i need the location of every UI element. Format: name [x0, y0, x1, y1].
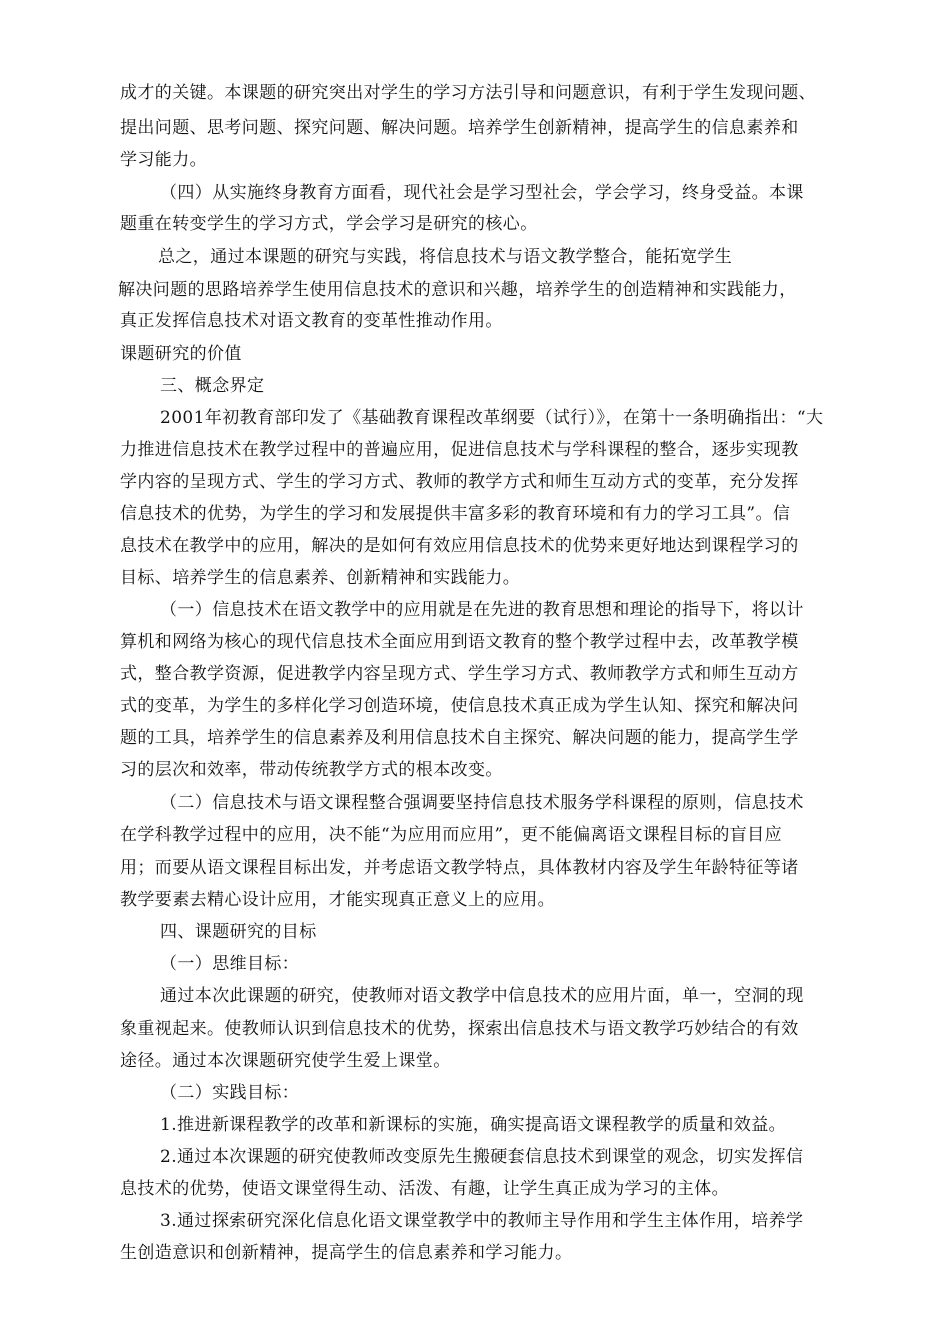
- list-item-continuation: 生创造意识和创新精神，提高学生的信息素养和学习能力。: [120, 1243, 573, 1263]
- paragraph-line: 学内容的呈现方式、学生的学习方式、教师的教学方式和师生互动方式的变革，充分发挥: [120, 472, 799, 492]
- paragraph-line: 通过本次此课题的研究，使教师对语文教学中信息技术的应用片面，单一，空洞的现: [160, 986, 804, 1006]
- section-heading: 三、概念界定: [160, 376, 265, 396]
- paragraph-line: 算机和网络为核心的现代信息技术全面应用到语文教育的整个教学过程中去，改革教学模: [120, 632, 799, 652]
- paragraph-line: 用；而要从语文课程目标出发，并考虑语文教学特点，具体教材内容及学生年龄特征等诸: [120, 858, 799, 878]
- list-item-continuation: 息技术的优势，使语文课堂得生动、活泼、有趣，让学生真正成为学习的主体。: [120, 1179, 729, 1199]
- paragraph-line: 2001年初教育部印发了《基础教育课程改革纲要（试行）》，在第十一条明确指出：“大: [160, 408, 824, 428]
- paragraph-line: （二）信息技术与语文课程整合强调要坚持信息技术服务学科课程的原则，信息技术: [160, 793, 804, 813]
- list-item: 1.推进新课程教学的改革和新课标的实施，确实提高语文课程教学的质量和效益。: [160, 1115, 787, 1135]
- paragraph-line: 提出问题、思考问题、探究问题、解决问题。培养学生创新精神，提高学生的信息素养和: [120, 118, 799, 138]
- paragraph-line: 息技术在教学中的应用，解决的是如何有效应用信息技术的优势来更好地达到课程学习的: [120, 536, 799, 556]
- paragraph-line: 力推进信息技术在教学过程中的普遍应用，促进信息技术与学科课程的整合，逐步实现教: [120, 440, 799, 460]
- paragraph-line: 真正发挥信息技术对语文教育的变革性推动作用。: [120, 311, 503, 331]
- paragraph-line: 式的变革，为学生的多样化学习创造环境，使信息技术真正成为学生认知、探究和解决问: [120, 696, 799, 716]
- section-heading: 四、课题研究的目标: [160, 922, 317, 942]
- paragraph-line: 题重在转变学生的学习方式，学会学习是研究的核心。: [120, 214, 538, 234]
- subsection-heading: （二）实践目标：: [160, 1083, 300, 1103]
- paragraph-line: （一）信息技术在语文教学中的应用就是在先进的教育思想和理论的指导下，将以计: [160, 600, 804, 620]
- paragraph-line: 学习能力。: [120, 150, 207, 170]
- paragraph-line: 途径。通过本次课题研究使学生爱上课堂。: [120, 1051, 451, 1071]
- paragraph-line: 在学科教学过程中的应用，决不能“为应用而应用”，更不能偏离语文课程目标的盲目应: [120, 825, 782, 845]
- paragraph-line: 象重视起来。使教师认识到信息技术的优势，探索出信息技术与语文教学巧妙结合的有效: [120, 1019, 799, 1039]
- paragraph-line: 总之，通过本课题的研究与实践，将信息技术与语文教学整合，能拓宽学生: [158, 247, 733, 267]
- paragraph-line: 信息技术的优势，为学生的学习和发展提供丰富多彩的教育环境和有力的学习工具”。信: [120, 504, 791, 524]
- list-item: 2.通过本次课题的研究使教师改变原先生搬硬套信息技术到课堂的观念，切实发挥信: [160, 1147, 804, 1167]
- paragraph-line: 习的层次和效率，带动传统教学方式的根本改变。: [120, 760, 503, 780]
- subsection-heading: （一）思维目标：: [160, 954, 300, 974]
- list-item: 3.通过探索研究深化信息化语文课堂教学中的教师主导作用和学生主体作用，培养学: [160, 1211, 804, 1231]
- paragraph-line: 成才的关键。本课题的研究突出对学生的学习方法引导和问题意识，有利于学生发现问题、: [120, 83, 816, 103]
- paragraph-line: 教学要素去精心设计应用，才能实现真正意义上的应用。: [120, 890, 555, 910]
- paragraph-line: 解决问题的思路培养学生使用信息技术的意识和兴趣，培养学生的创造精神和实践能力，: [118, 280, 797, 300]
- paragraph-line: 式，整合教学资源，促进教学内容呈现方式、学生学习方式、教师教学方式和师生互动方: [120, 664, 799, 684]
- section-heading: 课题研究的价值: [120, 344, 242, 364]
- paragraph-line: 目标、培养学生的信息素养、创新精神和实践能力。: [120, 568, 521, 588]
- paragraph-line: 题的工具，培养学生的信息素养及利用信息技术自主探究、解决问题的能力，提高学生学: [120, 728, 799, 748]
- paragraph-line: （四）从实施终身教育方面看，现代社会是学习型社会，学会学习，终身受益。本课: [160, 183, 804, 203]
